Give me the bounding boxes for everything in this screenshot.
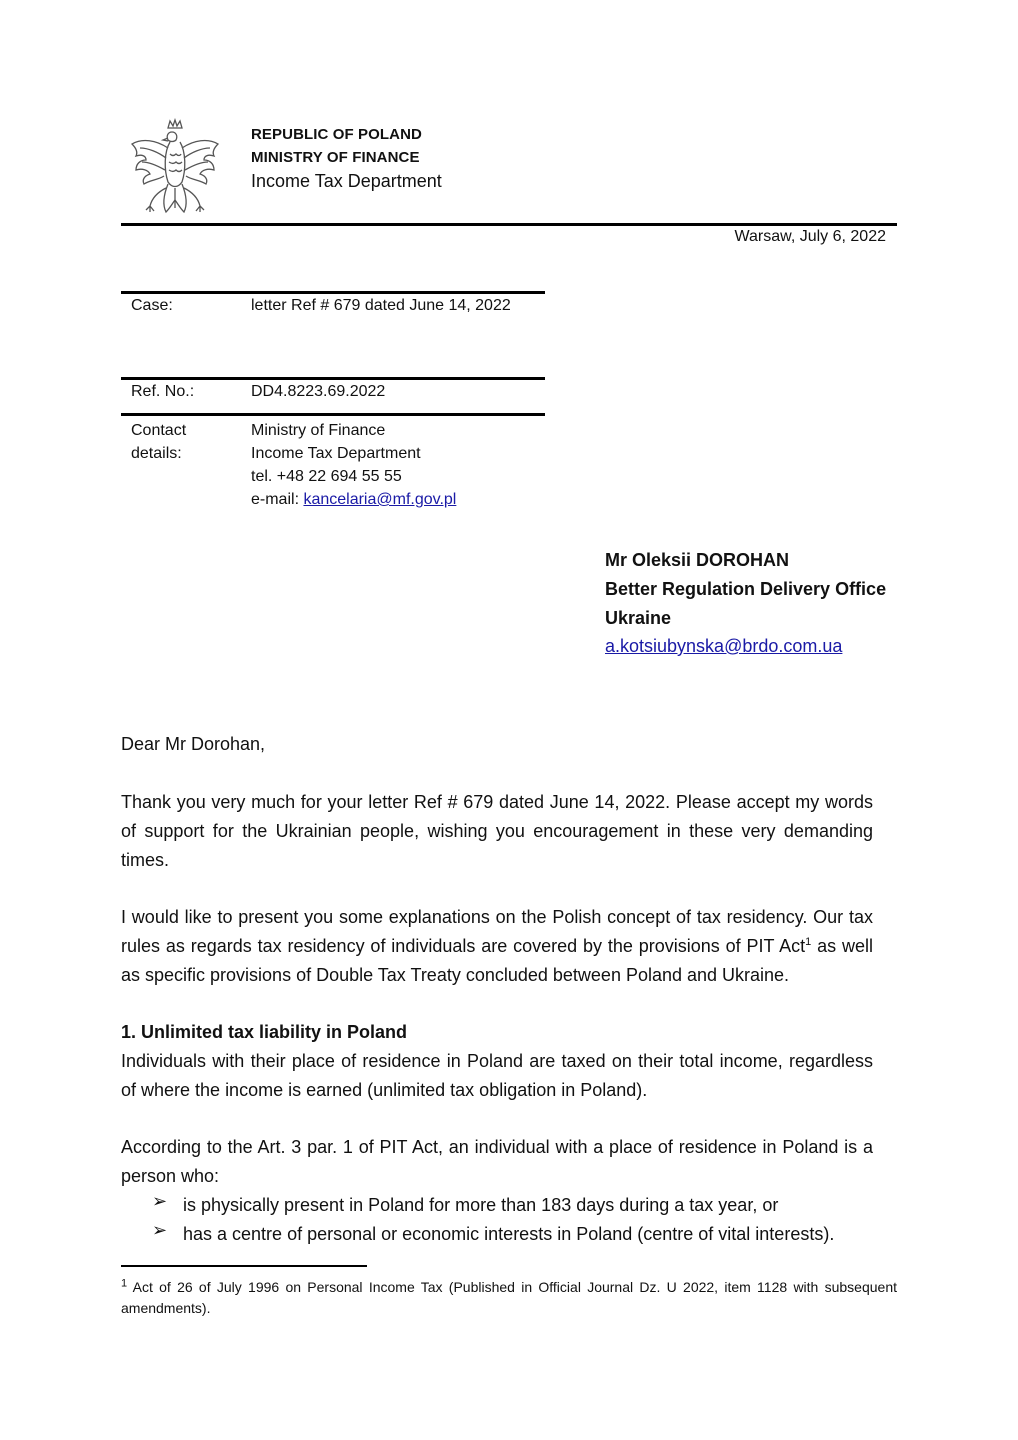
footnote <box>121 1277 897 1319</box>
recipient-country: Ukraine <box>605 608 672 628</box>
contact-line-email <box>251 488 456 511</box>
ref-top-rule <box>121 377 545 380</box>
header-republic: REPUBLIC OF POLAND <box>251 126 422 143</box>
ref-value: DD4.8223.69.2022 <box>251 383 386 400</box>
contact-label-line2: details: <box>131 445 182 462</box>
footnote-divider <box>121 1265 367 1267</box>
section-1-paragraph: Individuals with their place of residence in Poland are taxed on their total income, regardless of where the income is earned (unlimited tax obligation in Poland). <box>121 1051 873 1100</box>
paragraph-2-part2: as well as specific provisions of Double Tax Treaty concluded between Poland and Ukraine. <box>121 936 873 985</box>
footnote-text: Act of 26 of July 1996 on Personal Income Tax (Published in Official Journal Dz. U 2022, item 1128 with subsequent amendments). <box>121 1279 897 1316</box>
contact-line-ministry: Ministry of Finance <box>251 422 386 439</box>
recipient-organization: Better Regulation Delivery Office <box>605 579 887 599</box>
header-divider <box>121 223 897 226</box>
contact-details <box>251 419 456 511</box>
case-value: letter Ref # 679 dated June 14, 2022 <box>251 297 511 314</box>
arrowhead-bullet-icon: ➢ <box>152 1220 168 1240</box>
paragraph-1: Thank you very much for your letter Ref # 679 dated June 14, 2022. Please accept my words of support for the Ukrainian people, wishing you encouragement in these very demanding times. <box>121 792 873 870</box>
arrowhead-bullet-icon: ➢ <box>152 1191 168 1211</box>
bullet-item-1: is physically present in Poland for more than 183 days during a tax year, or <box>183 1195 779 1215</box>
footnote-reference[interactable]: 1 <box>805 936 812 948</box>
recipient-email-link[interactable]: a.kotsiubynska@brdo.com.ua <box>605 636 843 656</box>
contact-line-phone: tel. +48 22 694 55 55 <box>251 468 402 485</box>
header-ministry: MINISTRY OF FINANCE <box>251 149 420 166</box>
section-1-paragraph-2: According to the Art. 3 par. 1 of PIT Act, an individual with a place of residence in Poland is a person who: <box>121 1137 873 1186</box>
section-1-heading: 1. Unlimited tax liability in Poland <box>121 1022 408 1042</box>
contact-label-line1: Contact <box>131 422 187 439</box>
polish-eagle-emblem-icon <box>128 118 222 226</box>
bullet-item-2: has a centre of personal or economic interests in Poland (centre of vital interests). <box>183 1224 835 1244</box>
header-department: Income Tax Department <box>251 171 442 191</box>
case-label: Case: <box>131 297 173 314</box>
recipient-name: Mr Oleksii DOROHAN <box>605 550 790 570</box>
paragraph-2 <box>121 903 873 990</box>
ref-label: Ref. No.: <box>131 383 195 400</box>
contact-label <box>131 419 186 465</box>
letter-date: Warsaw, July 6, 2022 <box>734 228 886 245</box>
case-table-top-rule <box>121 291 545 294</box>
salutation: Dear Mr Dorohan, <box>121 734 266 754</box>
contact-top-rule <box>121 413 545 416</box>
footnote-number: 1 <box>121 1277 128 1290</box>
contact-line-department: Income Tax Department <box>251 445 421 462</box>
email-prefix: e-mail: <box>251 491 304 508</box>
contact-email-link[interactable]: kancelaria@mf.gov.pl <box>303 491 457 508</box>
paragraph-2-part1: I would like to present you some explanations on the Polish concept of tax residency. Our tax rules as regards tax residency of individuals are covered by the provisions of PIT Act <box>121 907 873 956</box>
